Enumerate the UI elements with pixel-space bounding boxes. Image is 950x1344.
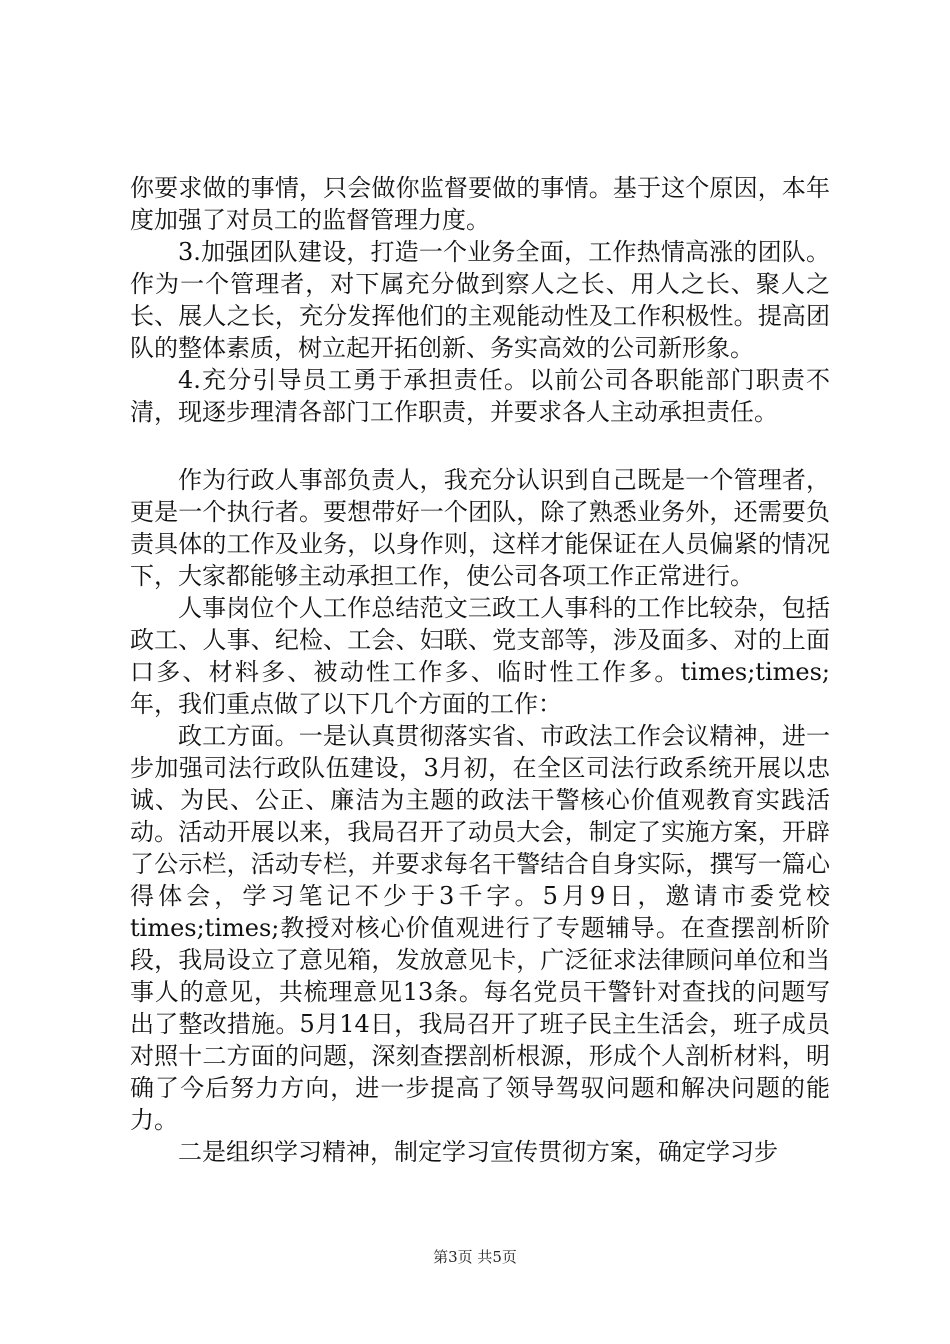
- paragraph-6: 政工方面。一是认真贯彻落实省、市政法工作会议精神，进一步加强司法行政队伍建设，3月初，在全区司法行政系统开展以忠诚、为民、公正、廉洁为主题的政法干警核心价值观教育实践活动。活动开展以来，我局召开了动员大会，制定了实施方案，开辟了公示栏，活动专栏，并要求每名干警结合自身实际，撰写一篇心得体会，学习笔记不少于3千字。5月9日，邀请市委党校times;times;教授对核心价值观进行了专题辅导。在查摆剖析阶段，我局设立了意见箱，发放意见卡，广泛征求法律顾问单位和当事人的意见，共梳理意见13条。每名党员干警针对查找的问题写出了整改措施。5月14日，我局召开了班子民主生活会，班子成员对照十二方面的问题，深刻查摆剖析根源，形成个人剖析材料，明确了今后努力方向，进一步提高了领导驾驭问题和解决问题的能力。: [130, 722, 830, 1134]
- paragraph-1: 你要求做的事情，只会做你监督要做的事情。基于这个原因，本年度加强了对员工的监督管理力度。: [130, 174, 830, 234]
- paragraph-3: 4.充分引导员工勇于承担责任。以前公司各职能部门职责不清，现逐步理清各部门工作职责，并要求各人主动承担责任。: [130, 366, 830, 426]
- paragraph-gap: [130, 428, 830, 464]
- paragraph-7: 二是组织学习精神，制定学习宣传贯彻方案，确定学习步: [178, 1138, 778, 1166]
- paragraph-5: 人事岗位个人工作总结范文三政工人事科的工作比较杂，包括政工、人事、纪检、工会、妇联、党支部等，涉及面多、对的上面口多、材料多、被动性工作多、临时性工作多。times;times;年，我们重点做了以下几个方面的工作：: [130, 594, 830, 718]
- paragraph-2: 3.加强团队建设，打造一个业务全面，工作热情高涨的团队。作为一个管理者，对下属充分做到察人之长、用人之长、聚人之长、展人之长，充分发挥他们的主观能动性及工作积极性。提高团队的整体素质，树立起开拓创新、务实高效的公司新形象。: [130, 238, 830, 362]
- paragraph-4: 作为行政人事部负责人，我充分认识到自己既是一个管理者，更是一个执行者。要想带好一个团队，除了熟悉业务外，还需要负责具体的工作及业务，以身作则，这样才能保证在人员偏紧的情况下，大家都能够主动承担工作，使公司各项工作正常进行。: [130, 466, 830, 590]
- body-text: [130, 172, 830, 1168]
- page-footer: 第3页 共5页: [433, 1248, 517, 1266]
